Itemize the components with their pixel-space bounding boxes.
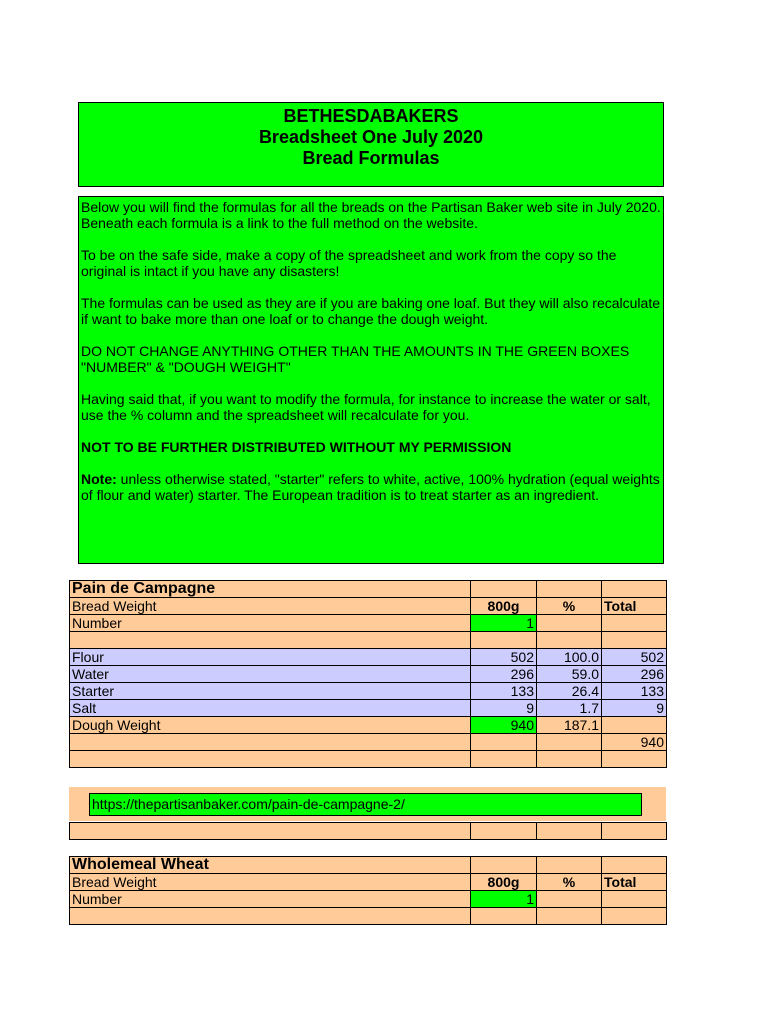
ingredient-name: Salt (70, 700, 471, 717)
distribution-notice: NOT TO BE FURTHER DISTRIBUTED WITHOUT MY PERMISSION (81, 439, 512, 455)
table-row (70, 615, 667, 632)
pct-header: % (537, 874, 602, 891)
sheet-subtitle: Bread Formulas (302, 148, 440, 168)
bread-weight-value[interactable]: 800g (471, 874, 537, 891)
dough-weight-label: Dough Weight (70, 717, 471, 734)
number-label: Number (70, 891, 471, 908)
ingredient-total: 9 (602, 700, 667, 717)
table-row (70, 632, 667, 649)
intro-paragraph: To be on the safe side, make a copy of the spreadsheet and work from the copy so the original is intact if you have any disasters! (81, 247, 617, 279)
formula-table-pain-de-campagne (69, 580, 667, 768)
table-row (70, 751, 667, 768)
bread-weight-label: Bread Weight (70, 598, 471, 615)
intro-warning: DO NOT CHANGE ANYTHING OTHER THAN THE AMOUNTS IN THE GREEN BOXES "NUMBER" & "DOUGH WEIGHT" (81, 343, 630, 375)
note-text: unless otherwise stated, "starter" refers to white, active, 100% hydration (equal weights of flour and water) starter. The European tradition is to treat starter as an ingredient. (81, 471, 660, 503)
intro-paragraph: Below you will find the formulas for all the breads on the Partisan Baker web site in July 2020. Beneath each formula is a link to the full method on the website. (81, 199, 661, 231)
ingredient-pct[interactable]: 59.0 (537, 666, 602, 683)
formula-title: Pain de Campagne (70, 581, 471, 598)
ingredient-amount: 296 (471, 666, 537, 683)
number-input[interactable]: 1 (471, 891, 537, 908)
ingredient-pct[interactable]: 100.0 (537, 649, 602, 666)
starter-note (81, 471, 661, 503)
total-header: Total (602, 874, 667, 891)
formula-title: Wholemeal Wheat (70, 857, 471, 874)
ingredient-pct[interactable]: 1.7 (537, 700, 602, 717)
ingredient-pct[interactable]: 26.4 (537, 683, 602, 700)
ingredient-row (70, 700, 667, 717)
ingredient-total: 502 (602, 649, 667, 666)
ingredient-row (70, 649, 667, 666)
intro-box (78, 196, 664, 564)
header-box (78, 102, 664, 187)
table-row (70, 874, 667, 891)
table-row (70, 908, 667, 925)
pct-header: % (537, 598, 602, 615)
table-row (70, 857, 667, 874)
dough-weight-input[interactable]: 940 (471, 717, 537, 734)
ingredient-total: 296 (602, 666, 667, 683)
table-row (70, 598, 667, 615)
table-row (70, 734, 667, 751)
link-row (69, 787, 666, 821)
table-row (70, 717, 667, 734)
ingredient-amount: 502 (471, 649, 537, 666)
table-row (70, 823, 667, 840)
table-row (70, 891, 667, 908)
table-row (70, 581, 667, 598)
bread-weight-label: Bread Weight (70, 874, 471, 891)
site-title: BETHESDABAKERS (283, 106, 459, 126)
ingredient-name: Flour (70, 649, 471, 666)
ingredient-name: Starter (70, 683, 471, 700)
method-link[interactable]: https://thepartisanbaker.com/pain-de-campagne-2/ (89, 793, 642, 816)
ingredient-name: Water (70, 666, 471, 683)
ingredient-row (70, 666, 667, 683)
grand-total: 940 (602, 734, 667, 751)
ingredient-row (70, 683, 667, 700)
formula-table-wholemeal-wheat (69, 856, 667, 925)
ingredient-amount: 133 (471, 683, 537, 700)
ingredient-amount: 9 (471, 700, 537, 717)
sheet-title: Breadsheet One July 2020 (258, 127, 484, 147)
total-header: Total (602, 598, 667, 615)
bread-weight-value[interactable]: 800g (471, 598, 537, 615)
note-label: Note: (81, 471, 117, 487)
number-input[interactable]: 1 (471, 615, 537, 632)
number-label: Number (70, 615, 471, 632)
ingredient-total: 133 (602, 683, 667, 700)
intro-paragraph: The formulas can be used as they are if you are baking one loaf. But they will also recalculate if want to bake more than one loaf or to change the dough weight. (81, 295, 660, 327)
spacer-table (69, 822, 667, 840)
intro-paragraph: Having said that, if you want to modify the formula, for instance to increase the water or salt, use the % column and the spreadsheet will recalculate for you. (81, 391, 651, 423)
dough-weight-pct: 187.1 (537, 717, 602, 734)
